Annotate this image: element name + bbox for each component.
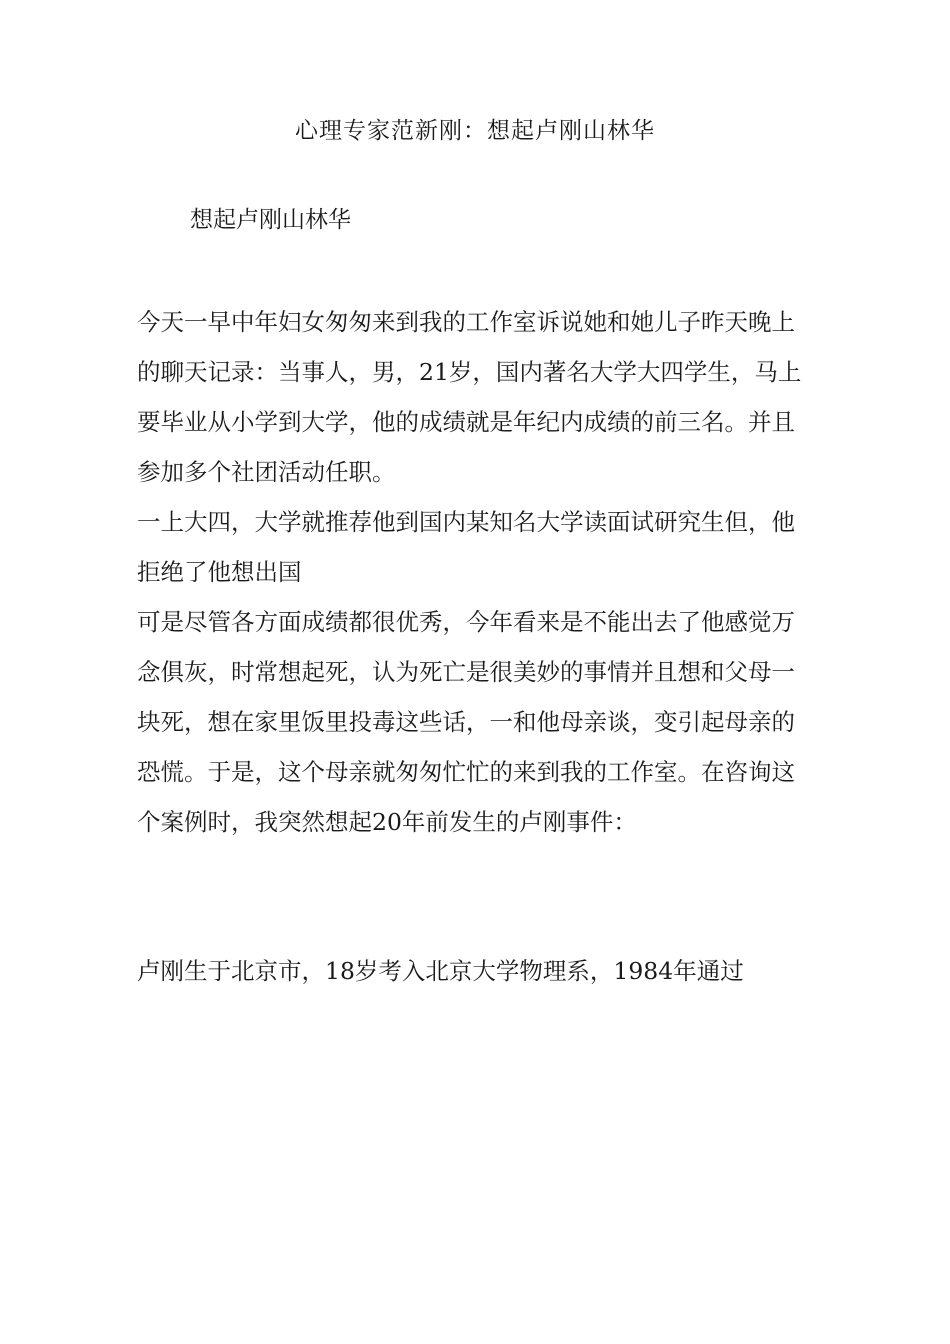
paragraph-3: 可是尽管各方面成绩都很优秀，今年看来是不能出去了他感觉万念俱灰，时常想起死，认为死亡是很美妙的事情并且想和父母一块死，想在家里饭里投毒这些话，一和他母亲谈，变引起母亲的恐慌。于是，这个母亲就匆匆忙忙的来到我的工作室。在咨询这个案例时，我突然想起20年前发生的卢刚事件： — [137, 608, 795, 836]
document-subheading: 想起卢刚山林华 — [190, 207, 351, 233]
paragraph-1: 今天一早中年妇女匆匆来到我的工作室诉说她和她儿子昨天晚上的聊天记录：当事人，男，21岁，国内著名大学大四学生，马上要毕业从小学到大学，他的成绩就是年纪内成绩的前三名。并且参加多个社团活动任职。 — [137, 308, 802, 486]
paragraph-4: 卢刚生于北京市，18岁考入北京大学物理系，1984年通过 — [137, 957, 744, 985]
paragraph-2: 一上大四，大学就推荐他到国内某知名大学读面试研究生但，他拒绝了他想出国 — [137, 508, 795, 586]
document-title: 心理专家范新刚：想起卢刚山林华 — [295, 118, 655, 144]
